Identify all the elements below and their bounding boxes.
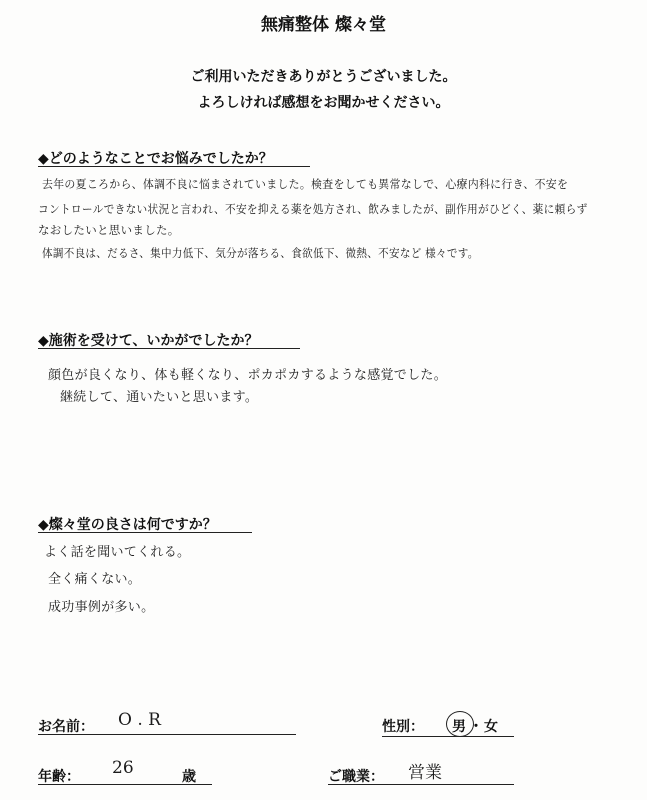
question-3-heading: ◆燦々堂の良さは何ですか？ bbox=[38, 517, 217, 533]
question-2-underline bbox=[38, 348, 300, 349]
question-2-answer-line: 顔色が良くなり、体も軽くなり、ポカポカするような感覚でした。 bbox=[48, 368, 448, 383]
gender-separator: ・ bbox=[469, 719, 483, 735]
gender-option-male: 男 bbox=[452, 719, 466, 735]
question-3-answer-line: 成功事例が多い。 bbox=[48, 600, 155, 615]
intro-line-1: ご利用いただきありがとうございました。 bbox=[190, 69, 457, 85]
question-1-heading: ◆どのようなことでお悩みでしたか？ bbox=[38, 151, 273, 167]
age-underline bbox=[38, 784, 212, 785]
intro-line-2: よろしければ感想をお聞かせください。 bbox=[197, 95, 450, 111]
gender-option-female: 女 bbox=[484, 719, 498, 735]
name-label: お名前： bbox=[38, 719, 94, 735]
question-1-answer-line: 体調不良は、だるさ、集中力低下、気分が落ちる、食欲低下、微熱、不安など 様々です。 bbox=[42, 246, 479, 260]
question-2-heading: ◆施術を受けて、いかがでしたか？ bbox=[38, 333, 259, 349]
occupation-underline bbox=[328, 784, 514, 785]
name-underline bbox=[38, 734, 296, 735]
gender-underline bbox=[382, 736, 514, 737]
question-3-answer-line: よく話を聞いてくれる。 bbox=[44, 545, 191, 560]
occupation-value: 営業 bbox=[408, 763, 442, 783]
question-3-answer-line: 全く痛くない。 bbox=[48, 572, 142, 587]
question-1-answer-line: なおしたいと思いました。 bbox=[38, 223, 180, 237]
page-title: 無痛整体 燦々堂 bbox=[261, 15, 386, 35]
age-unit: 歳 bbox=[182, 769, 196, 785]
name-value: O . R bbox=[118, 710, 161, 730]
question-3-underline bbox=[38, 532, 252, 533]
age-label: 年齢： bbox=[38, 769, 80, 785]
question-2-answer-line: 継続して、通いたいと思います。 bbox=[60, 390, 259, 405]
age-value: 26 bbox=[112, 758, 134, 778]
question-1-underline bbox=[38, 166, 310, 167]
question-1-answer-line: コントロールできない状況と言われ、不安を抑える薬を処方され、飲みましたが、副作用がひどく、薬に頼らず bbox=[38, 202, 588, 216]
gender-label: 性別： bbox=[382, 719, 424, 735]
question-1-answer-line: 去年の夏ころから、体調不良に悩まされていました。検査をしても異常なしで、心療内科に行き、不安を bbox=[42, 177, 569, 191]
occupation-label: ご職業： bbox=[328, 769, 384, 785]
